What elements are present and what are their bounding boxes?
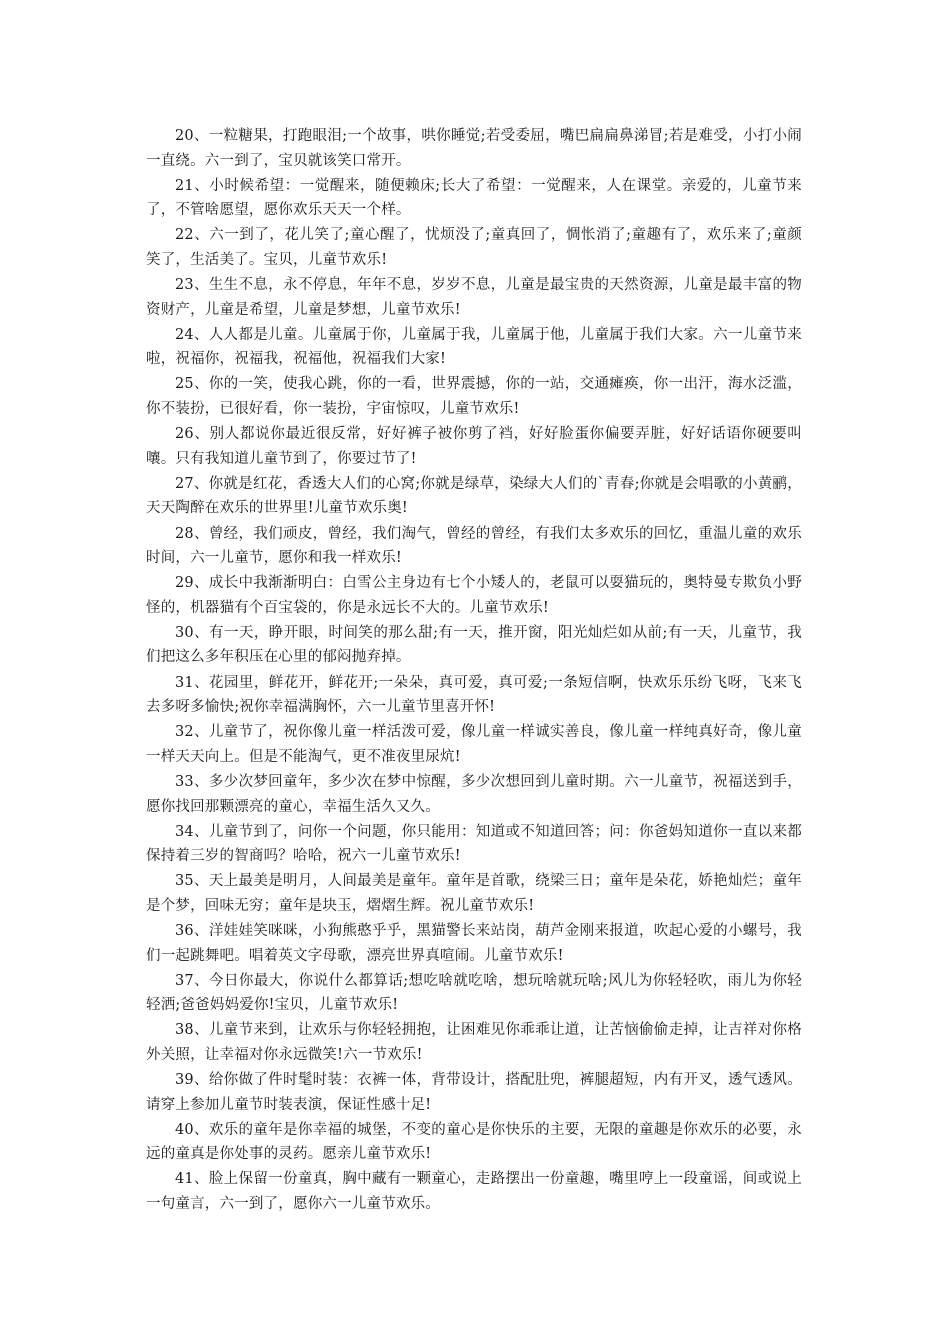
paragraph-41: 41、脸上保留一份童真，胸中藏有一颗童心，走路摆出一份童趣，嘴里哼上一段童谣，间或说上一句童言，六一到了，愿你六一儿童节欢乐。 [146, 1171, 802, 1213]
paragraph-25: 25、你的一笑，使我心跳，你的一看，世界震撼，你的一站，交通瘫痪，你一出汗，海水泛滥，你不装扮，已很好看，你一装扮，宇宙惊叹，儿童节欢乐! [146, 376, 802, 418]
paragraph-23: 23、生生不息，永不停息，年年不息，岁岁不息，儿童是最宝贵的天然资源，儿童是最丰富的物资财产，儿童是希望，儿童是梦想，儿童节欢乐! [146, 277, 802, 318]
paragraph-39: 39、给你做了件时髦时装：衣裤一体，背带设计，搭配肚兜，裤腿超短，内有开叉，透气透风。请穿上参加儿童节时装表演，保证性感十足! [146, 1072, 802, 1113]
paragraph-32: 32、儿童节了，祝你像儿童一样活泼可爱，像儿童一样诚实善良，像儿童一样纯真好奇，像儿童一样天天向上。但是不能淘气，更不准夜里尿炕! [146, 724, 802, 765]
paragraph-31: 31、花园里，鲜花开，鲜花开;一朵朵，真可爱，真可爱;一条短信啊，快欢乐乐纷飞呀，飞来飞去多呀多愉快;祝你幸福满胸怀，六一儿童节里喜开怀! [146, 674, 802, 716]
paragraph-24: 24、人人都是儿童。儿童属于你，儿童属于我，儿童属于他，儿童属于我们大家。六一儿童节来啦，祝福你，祝福我，祝福他，祝福我们大家! [146, 326, 802, 368]
paragraph-27: 27、你就是红花，香透大人们的心窝;你就是绿草，染绿大人们的`青春;你就是会唱歌的小黄鹂，天天陶醉在欢乐的世界里!儿童节欢乐奥! [146, 475, 802, 517]
document-body [146, 124, 802, 1217]
paragraph-30: 30、有一天，睁开眼，时间笑的那么甜;有一天，推开窗，阳光灿烂如从前;有一天，儿童节，我们把这么多年积压在心里的郁闷抛弃掉。 [146, 624, 802, 666]
paragraph-35: 35、天上最美是明月，人间最美是童年。童年是首歌，绕梁三日；童年是朵花，娇艳灿烂；童年是个梦，回味无穷；童年是块玉，熠熠生辉。祝儿童节欢乐! [146, 873, 802, 914]
paragraph-34: 34、儿童节到了，问你一个问题，你只能用：知道或不知道回答；问：你爸妈知道你一直以来都保持着三岁的智商吗？哈哈，祝六一儿童节欢乐! [146, 823, 802, 865]
paragraph-26: 26、别人都说你最近很反常，好好裤子被你剪了裆，好好脸蛋你偏要弄脏，好好话语你硬要叫嚷。只有我知道儿童节到了，你要过节了! [146, 426, 802, 467]
paragraph-21: 21、小时候希望：一觉醒来，随便赖床;长大了希望：一觉醒来，人在课堂。亲爱的，儿童节来了，不管啥愿望，愿你欢乐天天一个样。 [146, 177, 802, 219]
paragraph-22: 22、六一到了，花儿笑了;童心醒了，忧烦没了;童真回了，惆怅消了;童趣有了，欢乐来了;童颜笑了，生活美了。宝贝，儿童节欢乐! [146, 227, 802, 268]
paragraph-40: 40、欢乐的童年是你幸福的城堡，不变的童心是你快乐的主要，无限的童趣是你欢乐的必要，永远的童真是你处事的灵药。愿亲儿童节欢乐! [146, 1121, 802, 1163]
paragraph-20: 20、一粒糖果，打跑眼泪;一个故事，哄你睡觉;若受委屈，嘴巴扁扁鼻涕冒;若是难受，小打小闹一直绕。六一到了，宝贝就该笑口常开。 [146, 128, 802, 169]
paragraph-38: 38、儿童节来到，让欢乐与你轻轻拥抱，让困难见你乖乖让道，让苦恼偷偷走掉，让吉祥对你格外关照，让幸福对你永远微笑!六一节欢乐! [146, 1022, 802, 1063]
paragraph-33: 33、多少次梦回童年，多少次在梦中惊醒，多少次想回到儿童时期。六一儿童节，祝福送到手，愿你找回那颗漂亮的童心，幸福生活久又久。 [146, 773, 802, 815]
paragraph-36: 36、洋娃娃笑咪咪，小狗熊憨乎乎，黑猫警长来站岗，葫芦金刚来报道，吹起心爱的小螺号，我们一起跳舞吧。唱着英文字母歌，漂亮世界真喧闹。儿童节欢乐! [146, 923, 802, 964]
paragraph-28: 28、曾经，我们顽皮，曾经，我们淘气，曾经的曾经，有我们太多欢乐的回忆，重温儿童的欢乐时间，六一儿童节，愿你和我一样欢乐! [146, 525, 802, 567]
paragraph-29: 29、成长中我渐渐明白：白雪公主身边有七个小矮人的，老鼠可以耍猫玩的，奥特曼专欺负小野怪的，机器猫有个百宝袋的，你是永远长不大的。儿童节欢乐! [146, 575, 802, 616]
paragraph-37: 37、今日你最大，你说什么都算话;想吃啥就吃啥，想玩啥就玩啥;风儿为你轻轻吹，雨儿为你轻轻洒;爸爸妈妈爱你!宝贝，儿童节欢乐! [146, 972, 802, 1014]
